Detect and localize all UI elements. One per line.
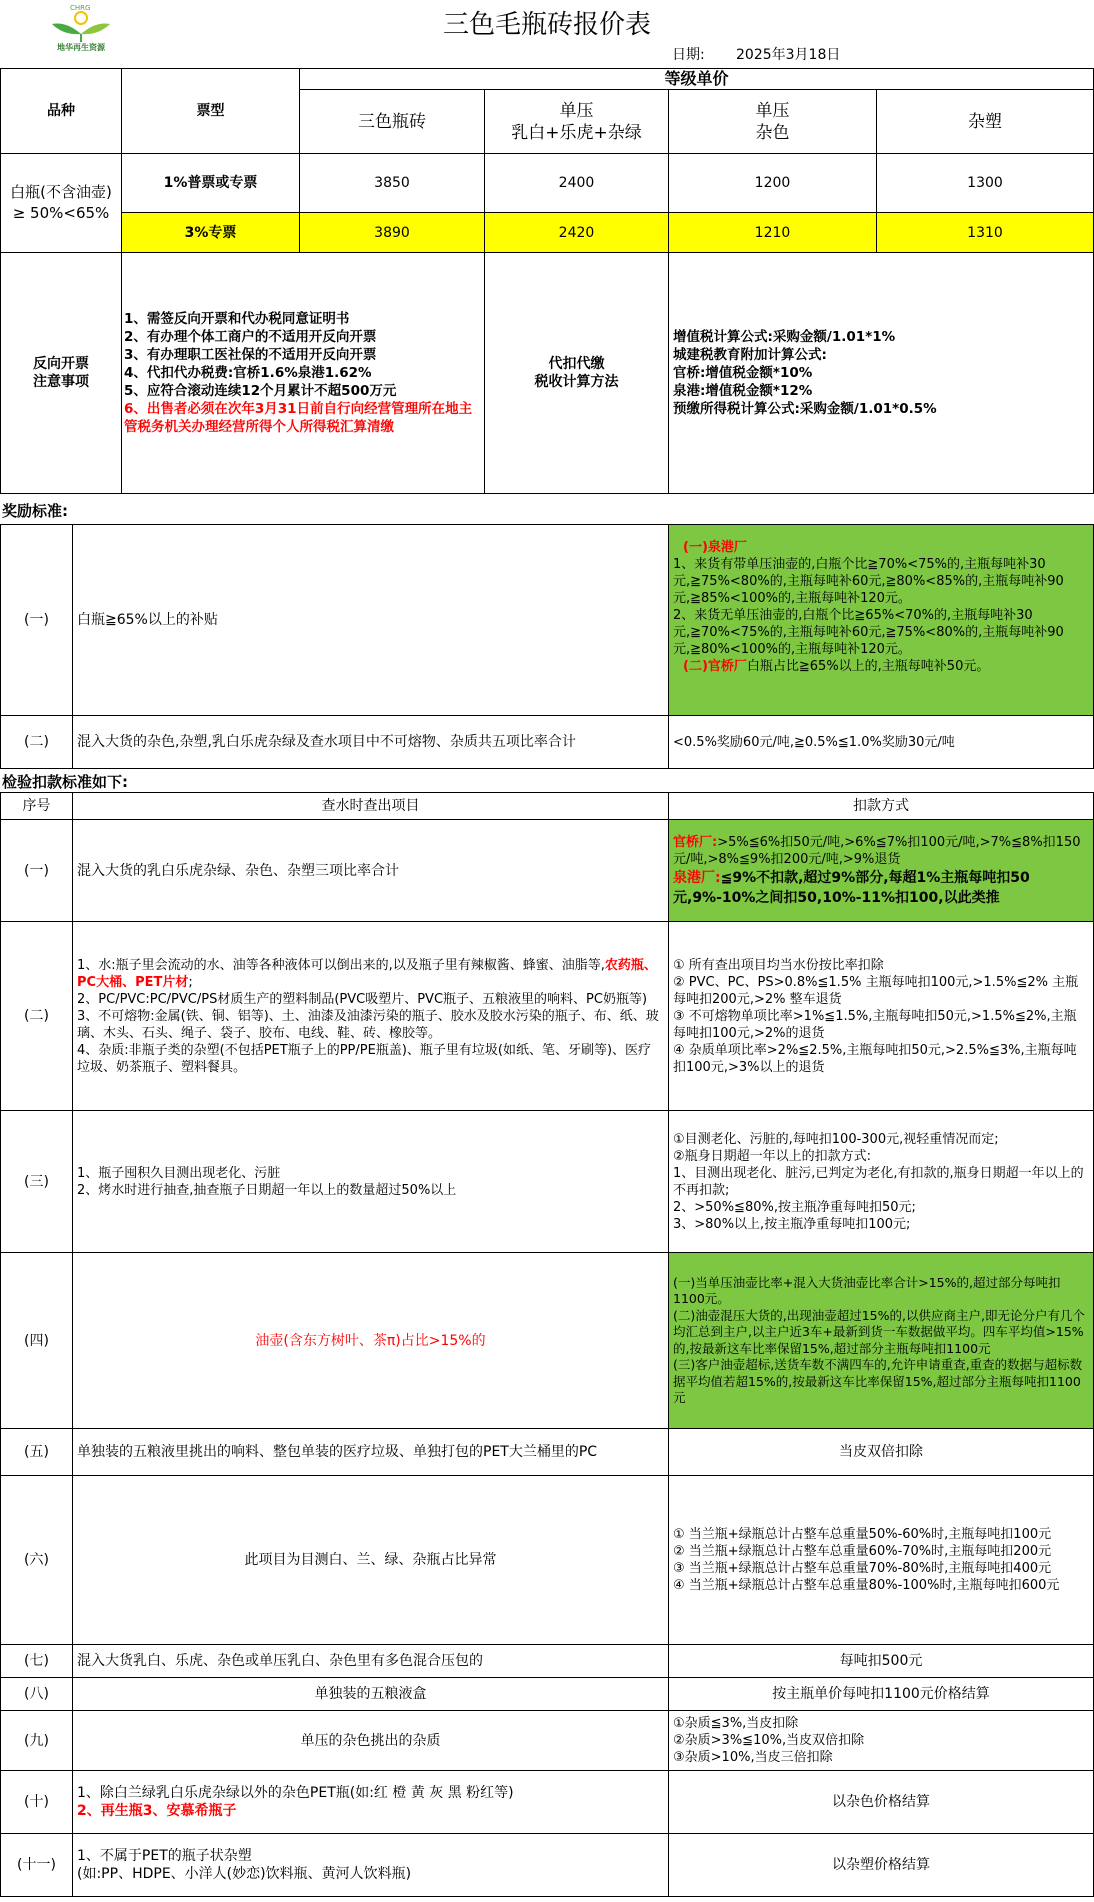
deduction-row-no: (十) xyxy=(0,1770,73,1834)
method-line: ④ 杂质单项比率>2%≦2.5%,主瓶每吨扣50元,>2.5%≦3%,主瓶每吨扣100元,>3%以上的退货 xyxy=(673,1042,1077,1075)
invoice-3pct: 3%专票 xyxy=(121,212,300,253)
deduction-row-no: (二) xyxy=(0,921,73,1111)
deduction-row-no: (八) xyxy=(0,1677,73,1711)
deduction-row-method xyxy=(668,819,1094,922)
logo-subtitle: 地华再生资源 xyxy=(57,43,105,52)
deduction-row-method: 以杂塑价格结算 xyxy=(668,1833,1094,1897)
logo-brand: CHRG xyxy=(70,4,91,12)
deduction-row-no: (九) xyxy=(0,1710,73,1771)
price-cell: 3850 xyxy=(299,153,485,213)
reward-detail-text: 白瓶占比≧65%以上的,主瓶每吨补50元。 xyxy=(746,659,990,674)
col-invoice-header: 票型 xyxy=(121,68,300,154)
price-cell: 2420 xyxy=(484,212,669,253)
tax-method xyxy=(668,252,1094,494)
tax-item: 官桥:增值税金额*10% xyxy=(673,365,813,381)
quangang-heading: (一)泉港厂 xyxy=(683,540,747,555)
tax-list xyxy=(673,328,937,418)
deduction-row-no: (三) xyxy=(0,1110,73,1253)
deduction-row-method: 按主瓶单价每吨扣1100元价格结算 xyxy=(668,1677,1094,1711)
deduction-row-item xyxy=(72,921,669,1111)
price-cell: 1210 xyxy=(668,212,877,253)
deduction-row-no: (四) xyxy=(0,1252,73,1429)
method-line: 1、目测出现老化、脏污,已判定为老化,有扣款的,瓶身日期超一年以上的不再扣款; xyxy=(673,1165,1084,1198)
deduction-row-method xyxy=(668,921,1094,1111)
price-cell: 3890 xyxy=(299,212,485,253)
notice-list xyxy=(124,310,480,436)
deduction-method-text xyxy=(673,1131,1089,1233)
method-line: ③ 不可熔物单项比率>1%≦1.5%,主瓶每吨扣50元,>1.5%≦2%,主瓶每吨扣100元,>2%的退货 xyxy=(673,1008,1077,1041)
method-line: ①杂质≦3%,当皮扣除 xyxy=(673,1716,799,1731)
reward-row-item: 混入大货的杂色,杂塑,乳白乐虎杂绿及查水项目中不可熔物、杂质共五项比率合计 xyxy=(72,715,669,769)
deduction-row-method: 每吨扣500元 xyxy=(668,1644,1094,1678)
guanqiao-text: >5%≦6%扣50元/吨,>6%≦7%扣100元/吨,>7%≦8%扣150元/吨,>8%≦9%扣200元/吨,>9%退货 xyxy=(673,834,1081,867)
deduction-method-text xyxy=(673,1275,1089,1407)
deduction-method-text xyxy=(673,834,1089,908)
notice-item: 5、应符合滚动连续12个月累计不超500万元 xyxy=(124,383,397,399)
deduction-row-method xyxy=(668,1710,1094,1771)
quangang-rule xyxy=(673,868,1089,908)
reward-row-detail xyxy=(668,524,1094,716)
guanqiao-label: 官桥厂: xyxy=(673,834,718,850)
reward-section-title: 奖励标准: xyxy=(2,502,68,520)
reward-detail-text: 1、来货有带单压油壶的,白瓶个比≧70%<75%的,主瓶每吨补30元,≧75%<80%的,主瓶每吨补60元,≧80%<85%的,主瓶每吨补90元,≧85%<100%的,主瓶每吨补120元。 xyxy=(673,557,1064,606)
header-item: 查水时查出项目 xyxy=(72,792,669,820)
deduction-row-item xyxy=(72,1770,669,1834)
grade-header-plastic: 杂塑 xyxy=(876,89,1094,154)
method-line: ② PVC、PC、PS>0.8%≦1.5% 主瓶每吨扣100元,>1.5%≦2% 主瓶每吨扣200元,>2% 整车退货 xyxy=(673,974,1079,1007)
notice-item: 1、需签反向开票和代办税同意证明书 xyxy=(124,311,350,327)
grade-header-sanse: 三色瓶砖 xyxy=(299,89,485,154)
deduction-row-method xyxy=(668,1252,1094,1429)
tax-method-label: 代扣代缴 税收计算方法 xyxy=(484,252,669,494)
notice-item: 4、代扣代办税费:官桥1.6%泉港1.62% xyxy=(124,365,372,381)
deduction-row-item: 油壶(含东方树叶、茶π)占比>15%的 xyxy=(72,1252,669,1429)
page-title: 三色毛瓶砖报价表 xyxy=(442,9,651,40)
price-cell: 1200 xyxy=(668,153,877,213)
notice-item: 3、有办理职工医社保的不适用开反向开票 xyxy=(124,347,377,363)
deduction-method-text xyxy=(673,957,1089,1076)
deduction-item-text xyxy=(77,957,664,1076)
tax-item: 预缴所得税计算公式:采购金额/1.01*0.5% xyxy=(673,401,937,417)
guanqiao-line xyxy=(673,658,1089,675)
item-pvc: 2、PC/PVC:PC/PVC/PS材质生产的塑料制品(PVC吸塑片、PVC瓶子、五粮液里的响料、PC奶瓶等) xyxy=(77,991,648,1007)
method-line: (三)客户油壶超标,送货车数不满四车的,允许申请重查,重查的数据与超标数据平均值若超15%的,按最新这车比率保留15%,超过部分主瓶每吨扣1100元 xyxy=(673,1357,1083,1405)
grade-group-header: 等级单价 xyxy=(299,68,1094,90)
method-line: ③ 当兰瓶+绿瓶总计占整车总重量70%-80%时,主瓶每吨扣400元 xyxy=(673,1561,1052,1576)
deduction-row-item: 单压的杂色挑出的杂质 xyxy=(72,1710,669,1771)
tax-item: 城建税教育附加计算公式: xyxy=(673,347,827,363)
invoice-1pct: 1%普票或专票 xyxy=(121,153,300,213)
deduction-row-item: 此项目为目测白、兰、绿、杂瓶占比异常 xyxy=(72,1475,669,1645)
quangang-label: 泉港厂: xyxy=(673,869,721,886)
price-cell: 1300 xyxy=(876,153,1094,213)
header-method: 扣款方式 xyxy=(668,792,1094,820)
notice-item-red: 6、出售者必须在次年3月31日前自行向经营管理所在地主管税务机关办理经营所得个人所得税汇算清缴 xyxy=(124,401,473,435)
method-line: ③杂质>10%,当皮三倍扣除 xyxy=(673,1750,833,1765)
item-impurity: 4、杂质:非瓶子类的杂塑(不包括PET瓶子上的PP/PE瓶盖)、瓶子里有垃圾(如纸、笔、牙刷等)、医疗垃圾、奶茶瓶子、塑料餐具。 xyxy=(77,1042,652,1075)
deduction-row-no: (一) xyxy=(0,819,73,922)
deduction-row-item: 混入大货乳白、乐虎、杂色或单压乳白、杂色里有多色混合压包的 xyxy=(72,1644,669,1678)
deduction-row-method xyxy=(668,1110,1094,1253)
deduction-row-method: 以杂色价格结算 xyxy=(668,1770,1094,1834)
reward-row-no: (二) xyxy=(0,715,73,769)
reverse-invoice-notice xyxy=(121,252,485,494)
reward-row-detail: <0.5%奖励60元/吨,≧0.5%≦1.0%奖励30元/吨 xyxy=(668,715,1094,769)
deduction-item-text xyxy=(77,1784,514,1820)
deduction-method-text xyxy=(673,1715,864,1766)
method-line: ②杂质>3%≦10%,当皮双倍扣除 xyxy=(673,1733,865,1748)
method-line: ① 当兰瓶+绿瓶总计占整车总重量50%-60%时,主瓶每吨扣100元 xyxy=(673,1527,1052,1542)
guanqiao-rule xyxy=(673,834,1089,868)
date-label: 日期: xyxy=(672,47,705,63)
grade-header-single-white: 单压 乳白+乐虎+杂绿 xyxy=(484,89,669,154)
method-line: ② 当兰瓶+绿瓶总计占整车总重量60%-70%时,主瓶每吨扣200元 xyxy=(673,1544,1052,1559)
method-line: 2、>50%≦80%,按主瓶净重每吨扣50元; xyxy=(673,1199,916,1215)
item-infusible: 3、不可熔物:金属(铁、铜、铝等)、土、油漆及油漆污染的瓶子、胶水及胶水污染的瓶子、布、纸、玻璃、木头、石头、绳子、袋子、胶布、电线、鞋、砖、橡胶等。 xyxy=(77,1008,659,1041)
deduction-row-method: 当皮双倍扣除 xyxy=(668,1428,1094,1476)
deduction-section-title: 检验扣款标准如下: xyxy=(2,773,128,791)
grade-header-single-mixed: 单压 杂色 xyxy=(668,89,877,154)
price-cell: 2400 xyxy=(484,153,669,213)
deduction-row-item: 1、瓶子囤积久目测出现老化、污脏 2、烤水时进行抽查,抽查瓶子日期超一年以上的数量超过50%以上 xyxy=(72,1110,669,1253)
price-cell: 1310 xyxy=(876,212,1094,253)
deduction-row-no: (五) xyxy=(0,1428,73,1476)
item-water xyxy=(77,957,664,991)
deduction-method-text xyxy=(673,1526,1059,1594)
reverse-invoice-notice-label: 反向开票 注意事项 xyxy=(0,252,122,494)
date-value: 2025年3月18日 xyxy=(736,47,841,63)
deduction-row-item: 单独装的五粮液里挑出的响料、整包单装的医疗垃圾、单独打包的PET大兰桶里的PC xyxy=(72,1428,669,1476)
deduction-row-no: (十一) xyxy=(0,1833,73,1897)
item-water-red: 农药瓶、PC大桶、PET片材 xyxy=(77,957,657,990)
deduction-row-no: (六) xyxy=(0,1475,73,1645)
item-line: 1、除白兰绿乳白乐虎杂绿以外的杂色PET瓶(如:红 橙 黄 灰 黑 粉红等) xyxy=(77,1785,514,1801)
tax-item: 增值税计算公式:采购金额/1.01*1% xyxy=(673,329,896,345)
col-variety-header: 品种 xyxy=(0,68,122,154)
notice-item: 2、有办理个体工商户的不适用开反向开票 xyxy=(124,329,377,345)
deduction-row-method xyxy=(668,1475,1094,1645)
reward-detail-text: 2、来货无单压油壶的,白瓶个比≧65%<70%的,主瓶每吨补30元,≧70%<75%的,主瓶每吨补60元,≧75%<80%的,主瓶每吨补90元,≧80%<100%的,主瓶每吨补120元。 xyxy=(673,608,1064,657)
method-line: ① 所有查出项目均当水份按比率扣除 xyxy=(673,957,884,973)
method-line: ②瓶身日期超一年以上的扣款方式: xyxy=(673,1148,872,1164)
reward-row-no: (一) xyxy=(0,524,73,716)
method-line: ①目测老化、污脏的,每吨扣100-300元,视轻重情况而定; xyxy=(673,1131,999,1147)
deduction-row-item: 混入大货的乳白乐虎杂绿、杂色、杂塑三项比率合计 xyxy=(72,819,669,922)
header-no: 序号 xyxy=(0,792,73,820)
guanqiao-heading: (二)官桥厂 xyxy=(683,659,747,674)
item-water-text: 1、水:瓶子里会流动的水、油等各种液体可以倒出来的,以及瓶子里有辣椒酱、蜂蜜、油脂等, xyxy=(77,957,605,973)
reward-row-item: 白瓶≧65%以上的补贴 xyxy=(72,524,669,716)
deduction-row-item: 单独装的五粮液盒 xyxy=(72,1677,669,1711)
tax-item: 泉港:增值税金额*12% xyxy=(673,383,813,399)
deduction-row-item: 1、不属于PET的瓶子状杂塑 (如:PP、HDPE、小洋人(妙恋)饮料瓶、黄河人饮料瓶) xyxy=(72,1833,669,1897)
deduction-row-no: (七) xyxy=(0,1644,73,1678)
item-water-end: ; xyxy=(188,974,193,990)
method-line: 3、>80%以上,按主瓶净重每吨扣100元; xyxy=(673,1216,911,1232)
method-line: ④ 当兰瓶+绿瓶总计占整车总重量80%-100%时,主瓶每吨扣600元 xyxy=(673,1578,1060,1593)
variety-white-bottle: 白瓶(不含油壶) ≥ 50%<65% xyxy=(0,153,122,253)
quangang-text: ≦9%不扣款,超过9%部分,每超1%主瓶每吨扣50元,9%-10%之间扣50,10%-11%扣100,以此类推 xyxy=(673,869,1030,906)
method-line: (二)油壶混压大货的,出现油壶超过15%的,以供应商主户,即无论分户有几个均汇总到主户,以主户近3车+最新到货一车数据做平均。四车平均值>15%的,按最新这车比率保留15%,超过部分主瓶每吨扣1100元 xyxy=(673,1307,1085,1356)
method-line: (一)当单压油壶比率+混入大货油壶比率合计>15%的,超过部分每吨扣1100元。 xyxy=(673,1274,1061,1306)
item-line-red: 2、再生瓶3、安慕希瓶子 xyxy=(77,1803,237,1819)
